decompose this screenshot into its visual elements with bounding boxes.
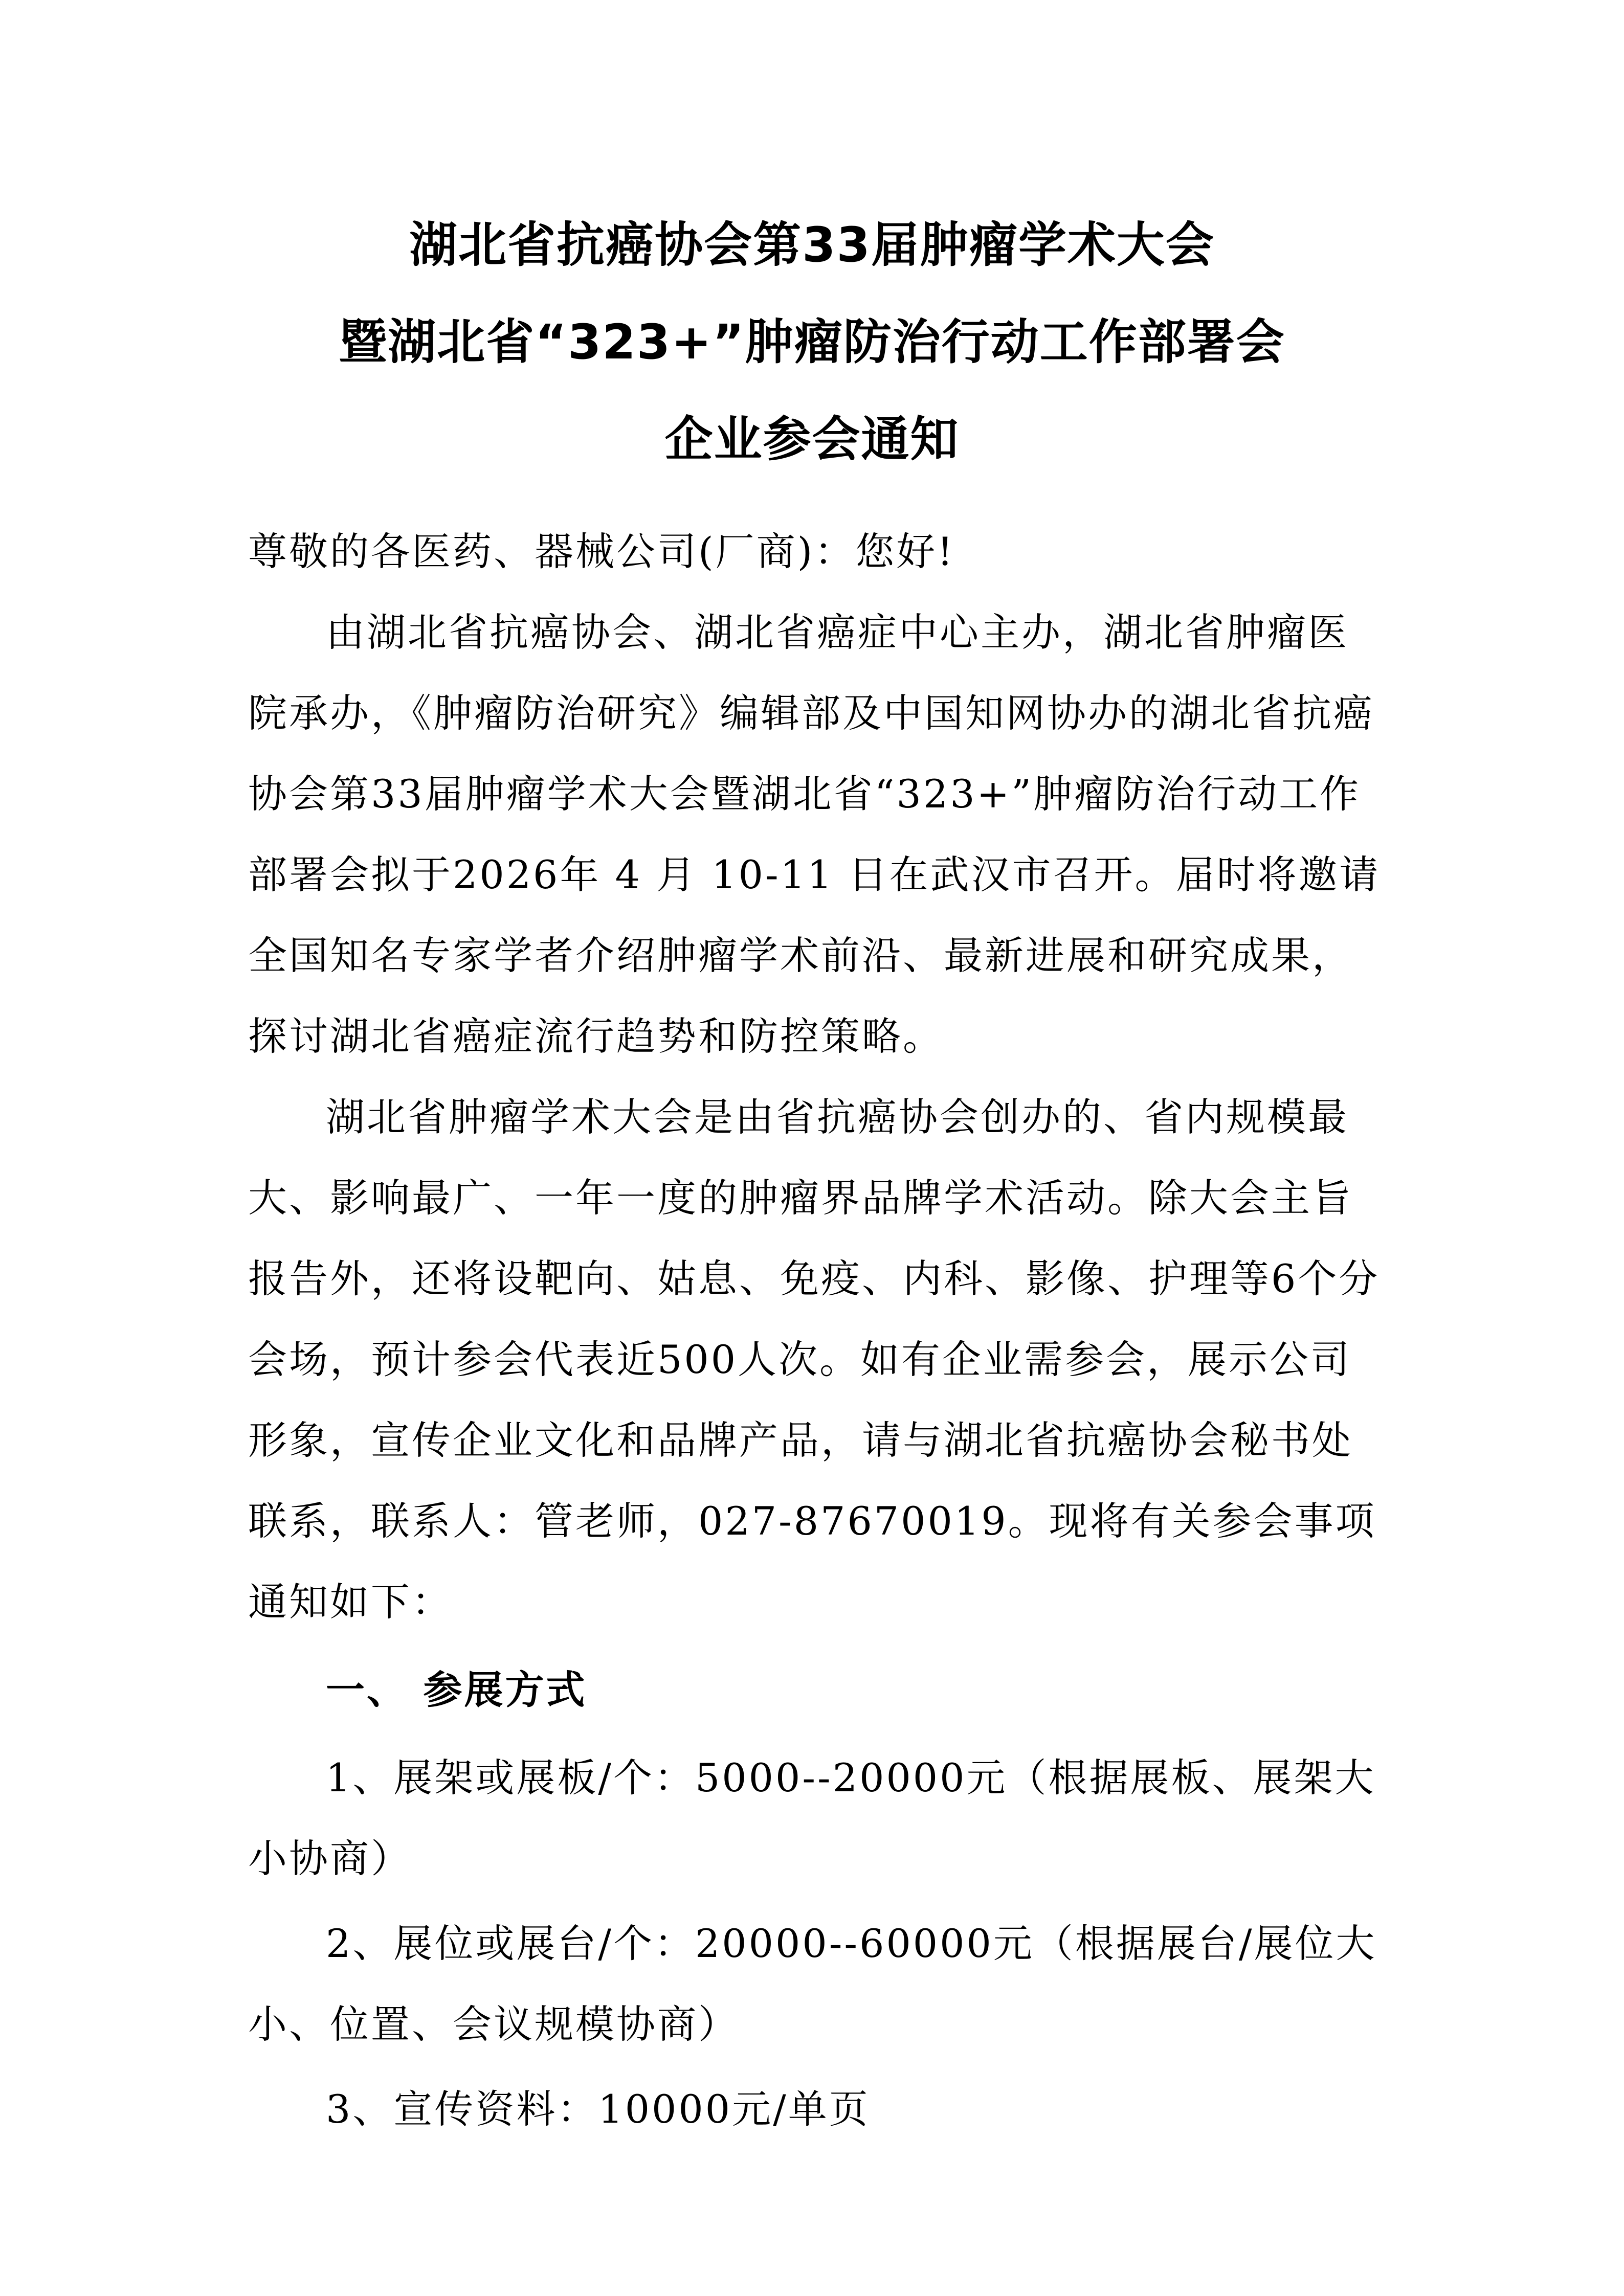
title-line-1: 湖北省抗癌协会第33届肿瘤学术大会 — [409, 217, 1215, 273]
title-line-2: 暨湖北省“323+”肿瘤防治行动工作部署会 — [339, 314, 1285, 370]
exhibition-item-2: 2、展位或展台/个：20000--60000元（根据展台/展位大小、位置、会议规模协商） — [248, 1921, 1377, 2047]
exhibition-item-1: 1、展架或展板/个：5000--20000元（根据展板、展架大小协商） — [248, 1755, 1376, 1881]
paragraph-intro: 由湖北省抗癌协会、湖北省癌症中心主办，湖北省肿瘤医院承办，《肿瘤防治研究》编辑部及中国知网协办的湖北省抗癌协会第33届肿瘤学术大会暨湖北省“323+”肿瘤防治行动工作部署会拟于2026年 4 月 10-11 日在武汉市召开。届时将邀请全国知名专家学者介绍肿瘤学术前沿、最新进展和研究成果，探讨湖北省癌症流行趋势和防控策略。 — [248, 610, 1381, 1059]
document-body — [248, 511, 1389, 2154]
section-heading-exhibition: 一、 参展方式 — [326, 1667, 587, 1713]
paragraph-conference-info: 湖北省肿瘤学术大会是由省抗癌协会创办的、省内规模最大、影响最广、一年一度的肿瘤界品牌学术活动。除大会主旨报告外，还将设靶向、姑息、免疫、内科、影像、护理等6个分会场，预计参会代表近500人次。如有企业需参会，展示公司形象，宣传企业文化和品牌产品，请与湖北省抗癌协会秘书处联系，联系人：管老师，027-87670019。现将有关参会事项通知如下： — [248, 1094, 1380, 1625]
document-title — [0, 197, 1624, 488]
title-line-3: 企业参会通知 — [664, 412, 960, 467]
exhibition-item-3: 3、宣传资料：10000元/单页 — [326, 2086, 870, 2132]
greeting: 尊敬的各医药、器械公司(厂商)：您好! — [248, 529, 955, 574]
